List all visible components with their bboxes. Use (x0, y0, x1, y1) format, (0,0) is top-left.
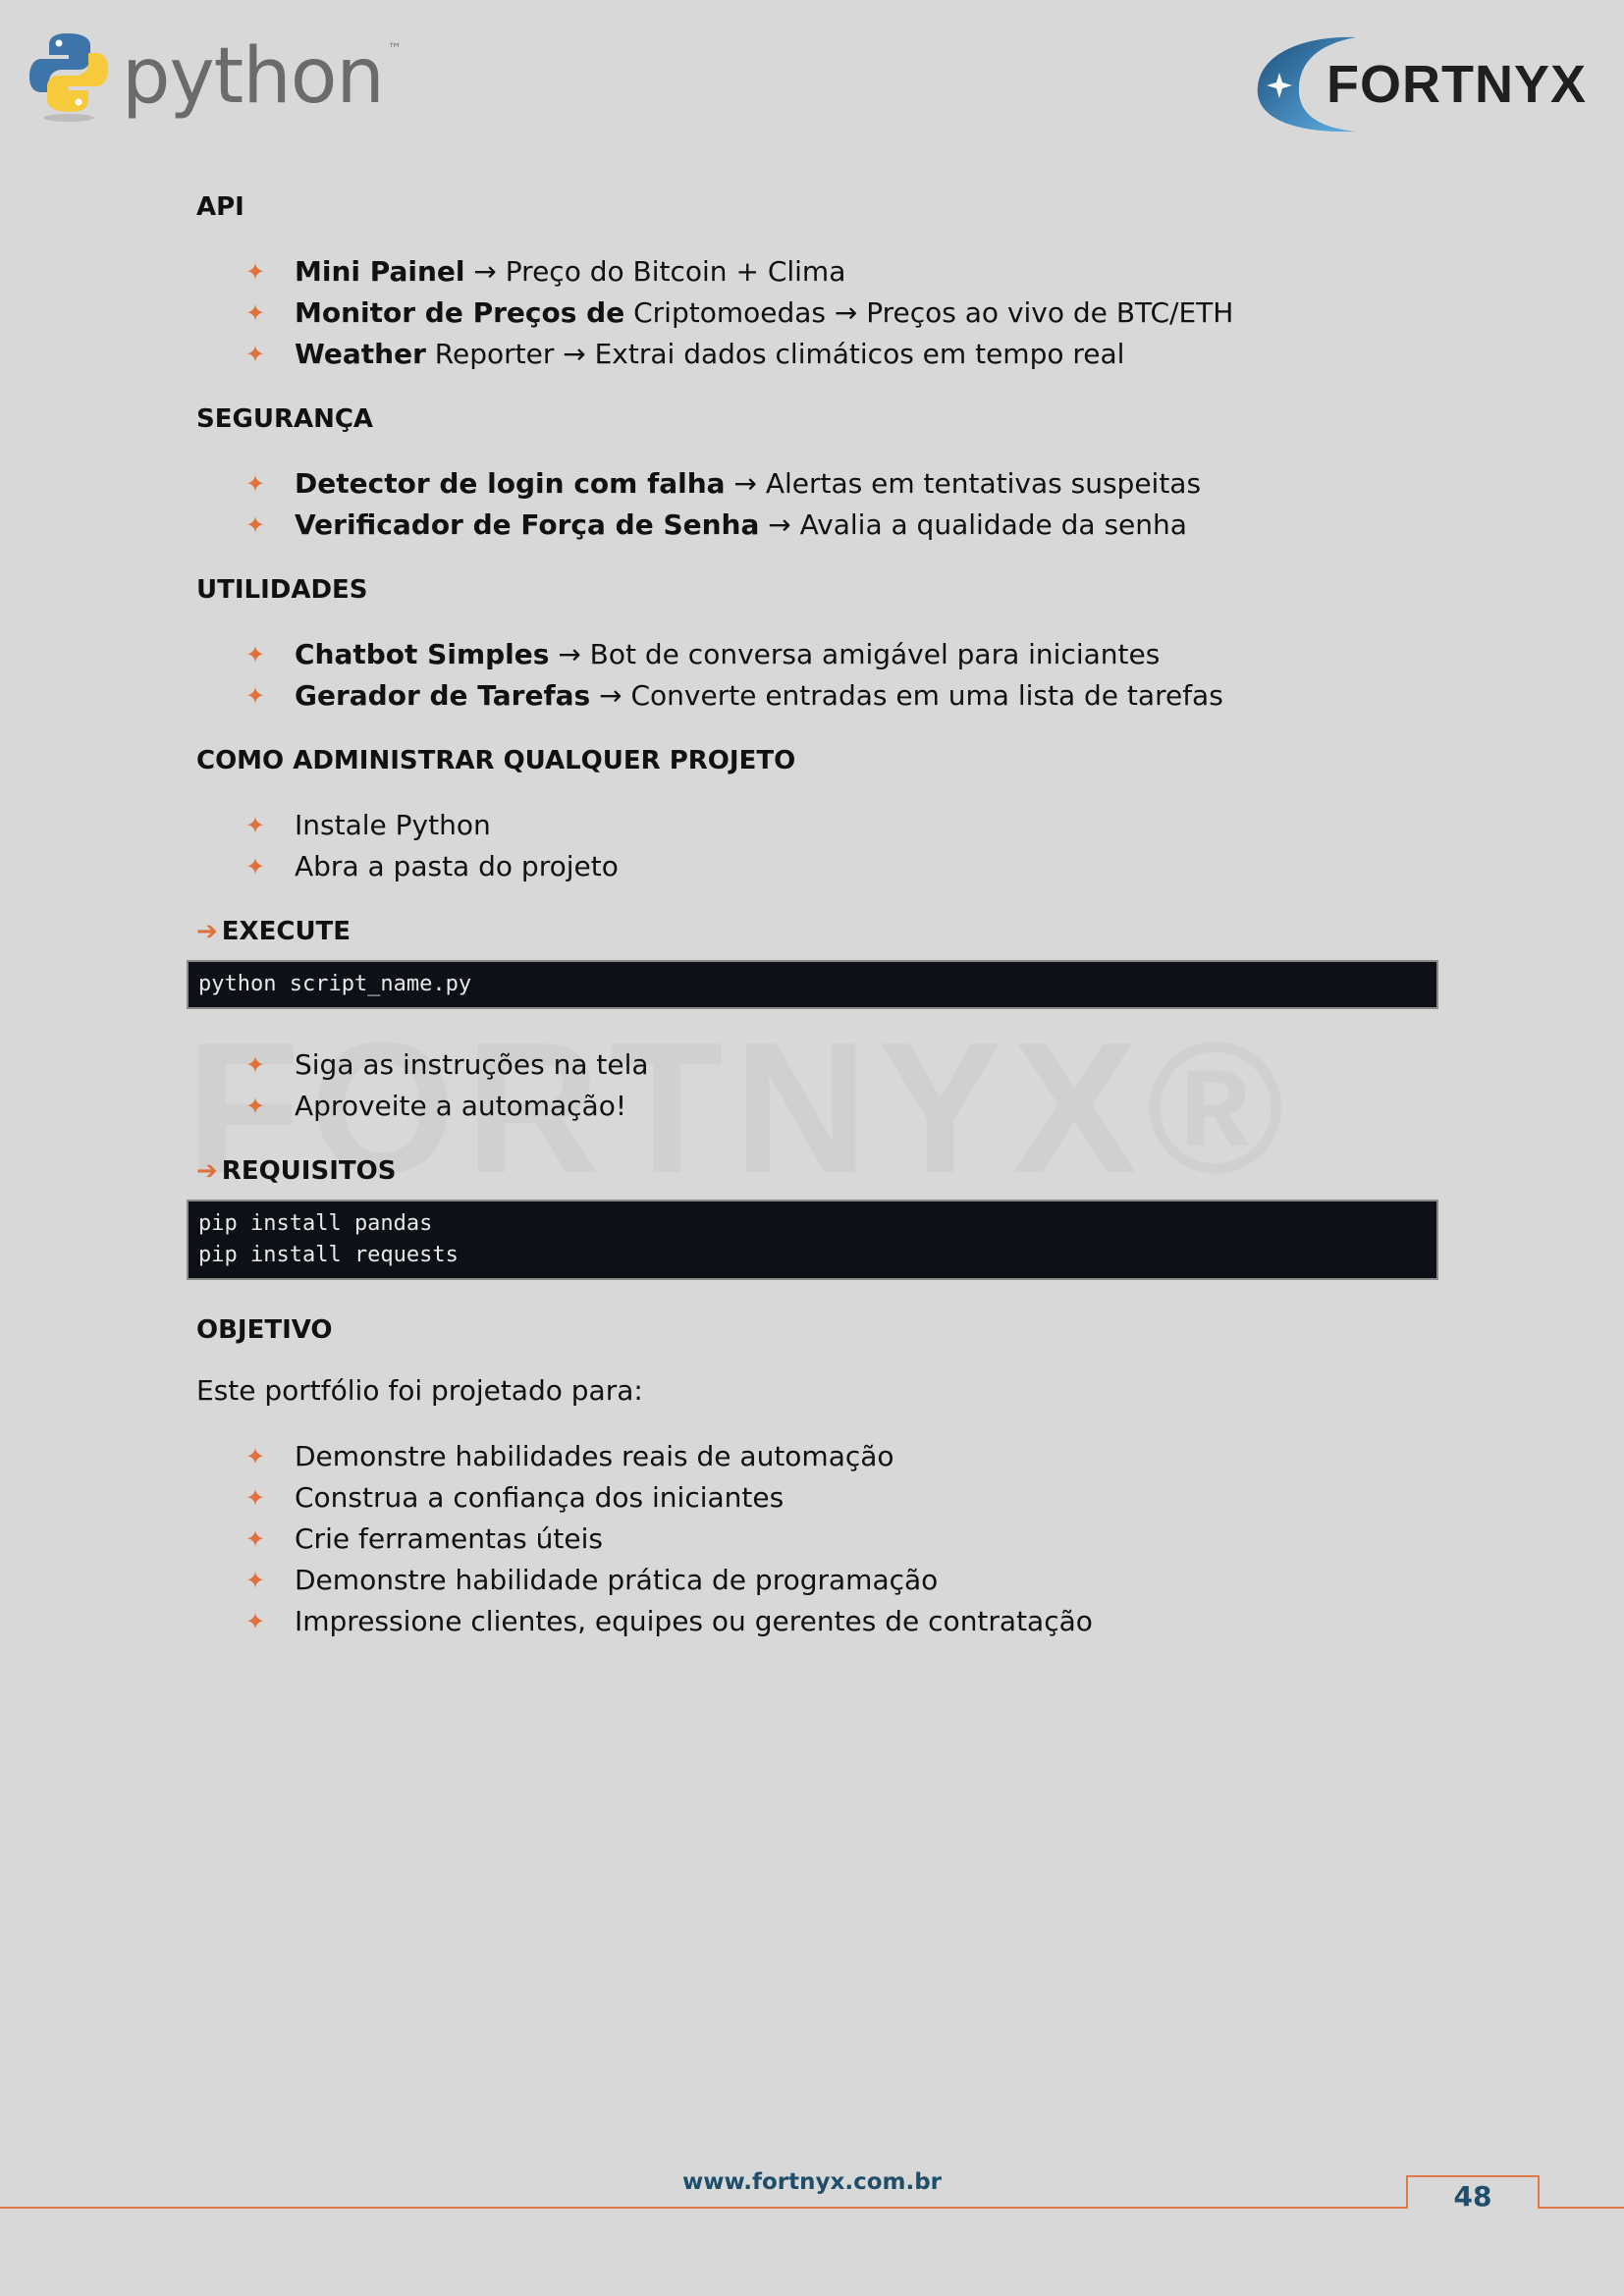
arrow-right-icon: ➔ (196, 1156, 218, 1186)
trademark-mark: ™ (387, 41, 402, 57)
star-bullet-icon: ✦ (245, 341, 266, 368)
item-text: Demonstre habilidade prática de programação (295, 1564, 939, 1596)
star-bullet-icon: ✦ (245, 258, 266, 286)
item-bold: Chatbot Simples (295, 638, 550, 670)
star-bullet-icon: ✦ (245, 1567, 266, 1594)
section-title-objetivo: OBJETIVO (196, 1315, 333, 1345)
list-item (245, 1560, 1438, 1601)
star-bullet-icon: ✦ (245, 812, 266, 839)
star-bullet-icon: ✦ (245, 1484, 266, 1512)
star-bullet-icon: ✦ (245, 853, 266, 881)
objetivo-intro: Este portfólio foi projetado para: (196, 1374, 643, 1407)
arrow-right-icon: ➔ (196, 917, 218, 946)
star-bullet-icon: ✦ (245, 682, 266, 710)
api-list (196, 251, 1438, 375)
item-text: → Avalia a qualidade da senha (759, 508, 1187, 541)
star-bullet-icon: ✦ (245, 470, 266, 498)
item-bold: Weather (295, 338, 426, 370)
section-title-como-administrar: COMO ADMINISTRAR QUALQUER PROJETO (196, 746, 796, 775)
item-text: Criptomoedas → Preços ao vivo de BTC/ETH (624, 296, 1234, 329)
star-bullet-icon: ✦ (245, 1525, 266, 1553)
code-block-requisitos[interactable] (187, 1200, 1438, 1280)
list-item (245, 334, 1438, 375)
star-bullet-icon: ✦ (245, 1608, 266, 1635)
item-text: Siga as instruções na tela (295, 1048, 649, 1081)
page-number: 48 (1406, 2175, 1540, 2209)
item-text: → Converte entradas em uma lista de tarefas (590, 679, 1223, 712)
item-text: → Bot de conversa amigável para iniciantes (549, 638, 1161, 670)
como-list (196, 805, 1438, 887)
list-item (245, 251, 1438, 293)
item-bold: Mini Painel (295, 255, 465, 288)
list-item (245, 1086, 1438, 1127)
footer-divider (0, 2207, 1624, 2209)
item-bold: Verificador de Força de Senha (295, 508, 760, 541)
item-text: → Alertas em tentativas suspeitas (725, 467, 1202, 500)
list-item (245, 805, 1438, 846)
item-bold: Monitor de Preços de (295, 296, 625, 329)
code-line: pip install requests (198, 1243, 459, 1267)
python-snake-icon (29, 29, 108, 124)
code-line: pip install pandas (198, 1211, 433, 1236)
list-item (245, 293, 1438, 334)
item-text: Instale Python (295, 809, 491, 841)
python-logo (29, 29, 402, 124)
item-text: Construa a confiança dos iniciantes (295, 1481, 785, 1514)
item-text: Aproveite a automação! (295, 1090, 627, 1122)
star-bullet-icon: ✦ (245, 1093, 266, 1120)
section-title-api: API (196, 192, 244, 222)
page-content (196, 192, 1438, 1672)
code-block-execute[interactable] (187, 960, 1438, 1009)
list-item (245, 505, 1438, 546)
fortnyx-wordmark: FORTNYX (1326, 55, 1587, 114)
list-item (245, 1044, 1438, 1086)
section-title-text: REQUISITOS (221, 1156, 397, 1186)
list-item (245, 634, 1438, 675)
item-bold: Detector de login com falha (295, 467, 726, 500)
list-item (245, 1477, 1438, 1519)
star-bullet-icon: ✦ (245, 1443, 266, 1470)
list-item (245, 1601, 1438, 1642)
list-item (245, 846, 1438, 887)
section-title-seguranca: SEGURANÇA (196, 404, 374, 434)
section-title-execute (196, 917, 1438, 946)
fortnyx-logo (1254, 33, 1587, 135)
list-item (245, 463, 1438, 505)
footer-url-link[interactable]: www.fortnyx.com.br (681, 2169, 943, 2195)
execute-list (196, 1044, 1438, 1127)
item-text: Demonstre habilidades reais de automação (295, 1440, 894, 1472)
objetivo-list (196, 1436, 1438, 1642)
item-text: Crie ferramentas úteis (295, 1522, 603, 1555)
item-text: → Preço do Bitcoin + Clima (464, 255, 846, 288)
utilidades-list (196, 634, 1438, 717)
item-text: Reporter → Extrai dados climáticos em tempo real (425, 338, 1125, 370)
section-title-requisitos (196, 1156, 1438, 1186)
star-bullet-icon: ✦ (245, 511, 266, 539)
star-bullet-icon: ✦ (245, 1051, 266, 1079)
list-item (245, 675, 1438, 717)
item-text: Impressione clientes, equipes ou gerentes de contratação (295, 1605, 1093, 1637)
section-title-text: EXECUTE (221, 917, 352, 946)
code-line: python script_name.py (198, 972, 472, 996)
seguranca-list (196, 463, 1438, 546)
section-title-utilidades: UTILIDADES (196, 575, 368, 605)
item-bold: Gerador de Tarefas (295, 679, 591, 712)
list-item (245, 1519, 1438, 1560)
python-wordmark: python (122, 32, 384, 121)
list-item (245, 1436, 1438, 1477)
item-text: Abra a pasta do projeto (295, 850, 619, 882)
star-bullet-icon: ✦ (245, 641, 266, 668)
star-bullet-icon: ✦ (245, 299, 266, 327)
